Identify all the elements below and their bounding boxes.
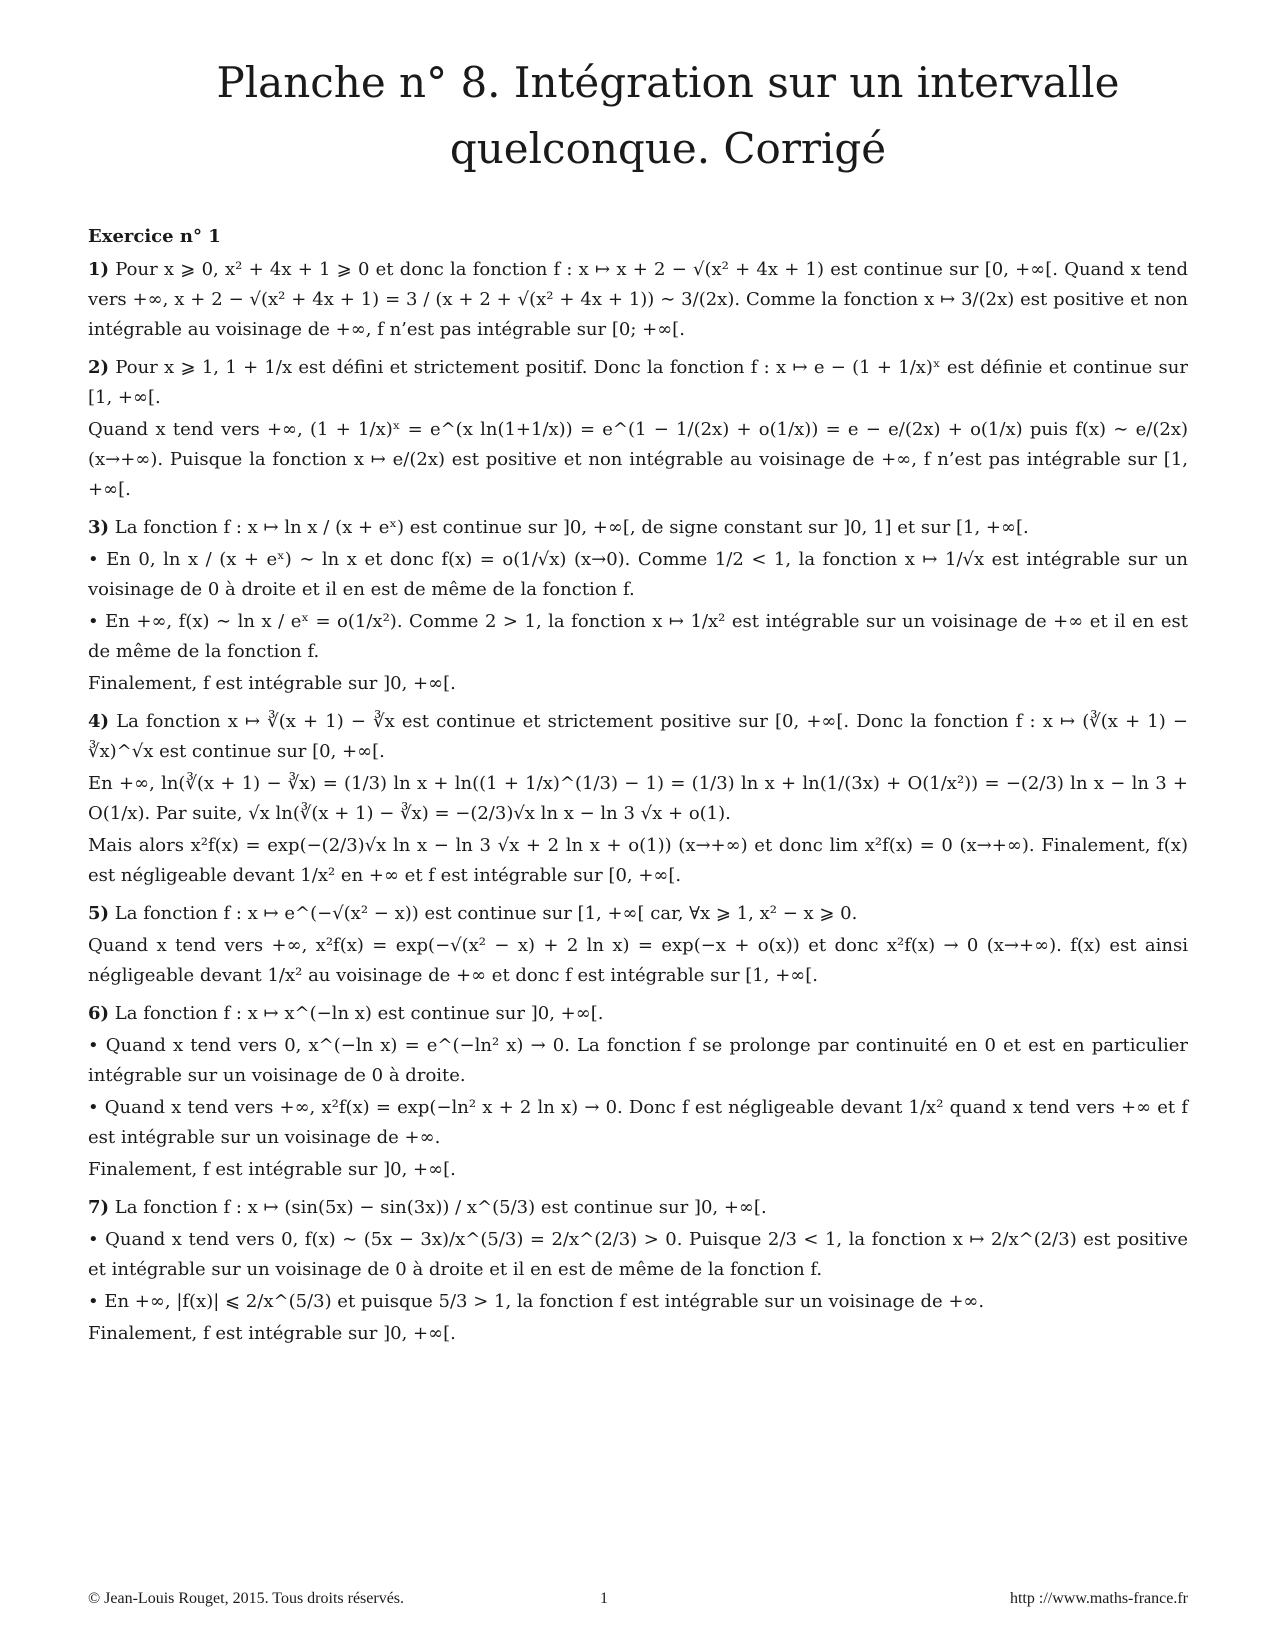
paragraph-text: • Quand x tend vers 0, f(x) ∼ (5x − 3x)/x^(5/3) = 2/x^(2/3) > 0. Puisque 2/3 < 1, la fonction x ↦ 2/x^(2/3) est positive et intégrable sur un voisinage de 0 à droite et il en est de même de la fonction f. — [88, 1229, 1188, 1280]
paragraph — [88, 513, 1188, 543]
paragraph-text: La fonction f : x ↦ (sin(5x) − sin(3x)) / x^(5/3) est continue sur ]0, +∞[. — [114, 1197, 767, 1218]
paragraph-text: Quand x tend vers +∞, x²f(x) = exp(−√(x² − x) + 2 ln x) = exp(−x + o(x)) et donc x²f(x) → 0 (x→+∞). f(x) est ainsi négligeable devant 1/x² au voisinage de +∞ et donc f est intégrable sur [1, +∞[. — [88, 935, 1188, 986]
paragraph-text: Mais alors x²f(x) = exp(−(2/3)√x ln x − ln 3 √x + 2 ln x + o(1)) (x→+∞) et donc lim x²f(x) = 0 (x→+∞). Finalement, f(x) est négligeable devant 1/x² en +∞ et f est intégrable sur [0, +∞[. — [88, 835, 1188, 886]
paragraph-text: Finalement, f est intégrable sur ]0, +∞[. — [88, 1323, 456, 1344]
paragraph — [88, 999, 1188, 1029]
question-number: 5) — [88, 903, 110, 924]
paragraph — [88, 607, 1188, 667]
footer-url[interactable]: http ://www.maths-france.fr — [1009, 1590, 1188, 1607]
question-number: 4) — [88, 711, 110, 732]
paragraph — [88, 545, 1188, 605]
paragraph — [88, 1155, 1188, 1185]
paragraph — [88, 1225, 1188, 1285]
question-number: 1) — [88, 259, 110, 280]
title-line-1: Planche n° 8. Intégration sur un intervalle — [216, 58, 1120, 107]
paragraph-text: • En +∞, |f(x)| ⩽ 2/x^(5/3) et puisque 5/3 > 1, la fonction f est intégrable sur un voisinage de +∞. — [88, 1291, 985, 1312]
exercise-heading: Exercice n° 1 — [88, 226, 221, 247]
page-title — [148, 50, 1188, 182]
paragraph-text: La fonction f : x ↦ ln x / (x + eˣ) est continue sur ]0, +∞[, de signe constant sur ]0, 1] et sur [1, +∞[. — [114, 517, 1029, 538]
question-number: 6) — [88, 1003, 110, 1024]
paragraph-text: Quand x tend vers +∞, (1 + 1/x)ˣ = e^(x ln(1+1/x)) = e^(1 − 1/(2x) + o(1/x)) = e − e/(2x) + o(1/x) puis f(x) ∼ e/(2x) (x→+∞). Puisque la fonction x ↦ e/(2x) est positive et non intégrable au voisinage de +∞, f n’est pas intégrable sur [1, +∞[. — [88, 419, 1188, 500]
question-number: 7) — [88, 1197, 110, 1218]
paragraph-text: La fonction x ↦ ∛(x + 1) − ∛x est continue et strictement positive sur [0, +∞[. Donc la fonction f : x ↦ (∛(x + 1) − ∛x)^√x est continue sur [0, +∞[. — [88, 711, 1188, 762]
paragraph-text: Finalement, f est intégrable sur ]0, +∞[. — [88, 673, 456, 694]
paragraph-text: En +∞, ln(∛(x + 1) − ∛x) = (1/3) ln x + ln((1 + 1/x)^(1/3) − 1) = (1/3) ln x + ln(1/(3x) + O(1/x²)) = −(2/3) ln x − ln 3 + O(1/x). Par suite, √x ln(∛(x + 1) − ∛x) = −(2/3)√x ln x − ln 3 √x + o(1). — [88, 773, 1188, 824]
paragraph — [88, 1093, 1188, 1153]
document-page — [88, 40, 1188, 1349]
paragraph — [88, 769, 1188, 829]
question-number: 3) — [88, 517, 110, 538]
paragraph — [88, 707, 1188, 767]
paragraph-text: Finalement, f est intégrable sur ]0, +∞[. — [88, 1159, 456, 1180]
footer-copyright: © Jean-Louis Rouget, 2015. Tous droits réservés. — [88, 1590, 405, 1607]
paragraph-text: Pour x ⩾ 0, x² + 4x + 1 ⩾ 0 et donc la fonction f : x ↦ x + 2 − √(x² + 4x + 1) est continue sur [0, +∞[. Quand x tend vers +∞, x + 2 − √(x² + 4x + 1) = 3 / (x + 2 + √(x² + 4x + 1)) ∼ 3/(2x). Comme la fonction x ↦ 3/(2x) est positive et non intégrable au voisinage de +∞, f n’est pas intégrable sur [0; +∞[. — [88, 259, 1188, 340]
exercise-body — [88, 255, 1188, 1349]
paragraph — [88, 1287, 1188, 1317]
paragraph-text: • En +∞, f(x) ∼ ln x / eˣ = o(1/x²). Comme 2 > 1, la fonction x ↦ 1/x² est intégrable sur un voisinage de +∞ et il en est de même de la fonction f. — [88, 611, 1188, 662]
paragraph — [88, 353, 1188, 413]
footer-page-number: 1 — [600, 1590, 608, 1607]
paragraph — [88, 899, 1188, 929]
paragraph-text: • En 0, ln x / (x + eˣ) ∼ ln x et donc f(x) = o(1/√x) (x→0). Comme 1/2 < 1, la fonction x ↦ 1/√x est intégrable sur un voisinage de 0 à droite et il en est de même de la fonction f. — [88, 549, 1188, 600]
paragraph-text: • Quand x tend vers +∞, x²f(x) = exp(−ln² x + 2 ln x) → 0. Donc f est négligeable devant 1/x² quand x tend vers +∞ et f est intégrable sur un voisinage de +∞. — [88, 1097, 1188, 1148]
paragraph-text: Pour x ⩾ 1, 1 + 1/x est défini et strictement positif. Donc la fonction f : x ↦ e − (1 + 1/x)ˣ est définie et continue sur [1, +∞[. — [88, 357, 1188, 408]
paragraph — [88, 931, 1188, 991]
paragraph — [88, 669, 1188, 699]
paragraph — [88, 1319, 1188, 1349]
paragraph — [88, 415, 1188, 505]
question-number: 2) — [88, 357, 110, 378]
title-line-2: quelconque. Corrigé — [449, 124, 887, 173]
paragraph — [88, 1193, 1188, 1223]
paragraph — [88, 1031, 1188, 1091]
paragraph-text: • Quand x tend vers 0, x^(−ln x) = e^(−ln² x) → 0. La fonction f se prolonge par continuité en 0 et est en particulier intégrable sur un voisinage de 0 à droite. — [88, 1035, 1188, 1086]
paragraph-text: La fonction f : x ↦ e^(−√(x² − x)) est continue sur [1, +∞[ car, ∀x ⩾ 1, x² − x ⩾ 0. — [114, 903, 858, 924]
paragraph — [88, 831, 1188, 891]
paragraph — [88, 255, 1188, 345]
paragraph-text: La fonction f : x ↦ x^(−ln x) est continue sur ]0, +∞[. — [114, 1003, 604, 1024]
